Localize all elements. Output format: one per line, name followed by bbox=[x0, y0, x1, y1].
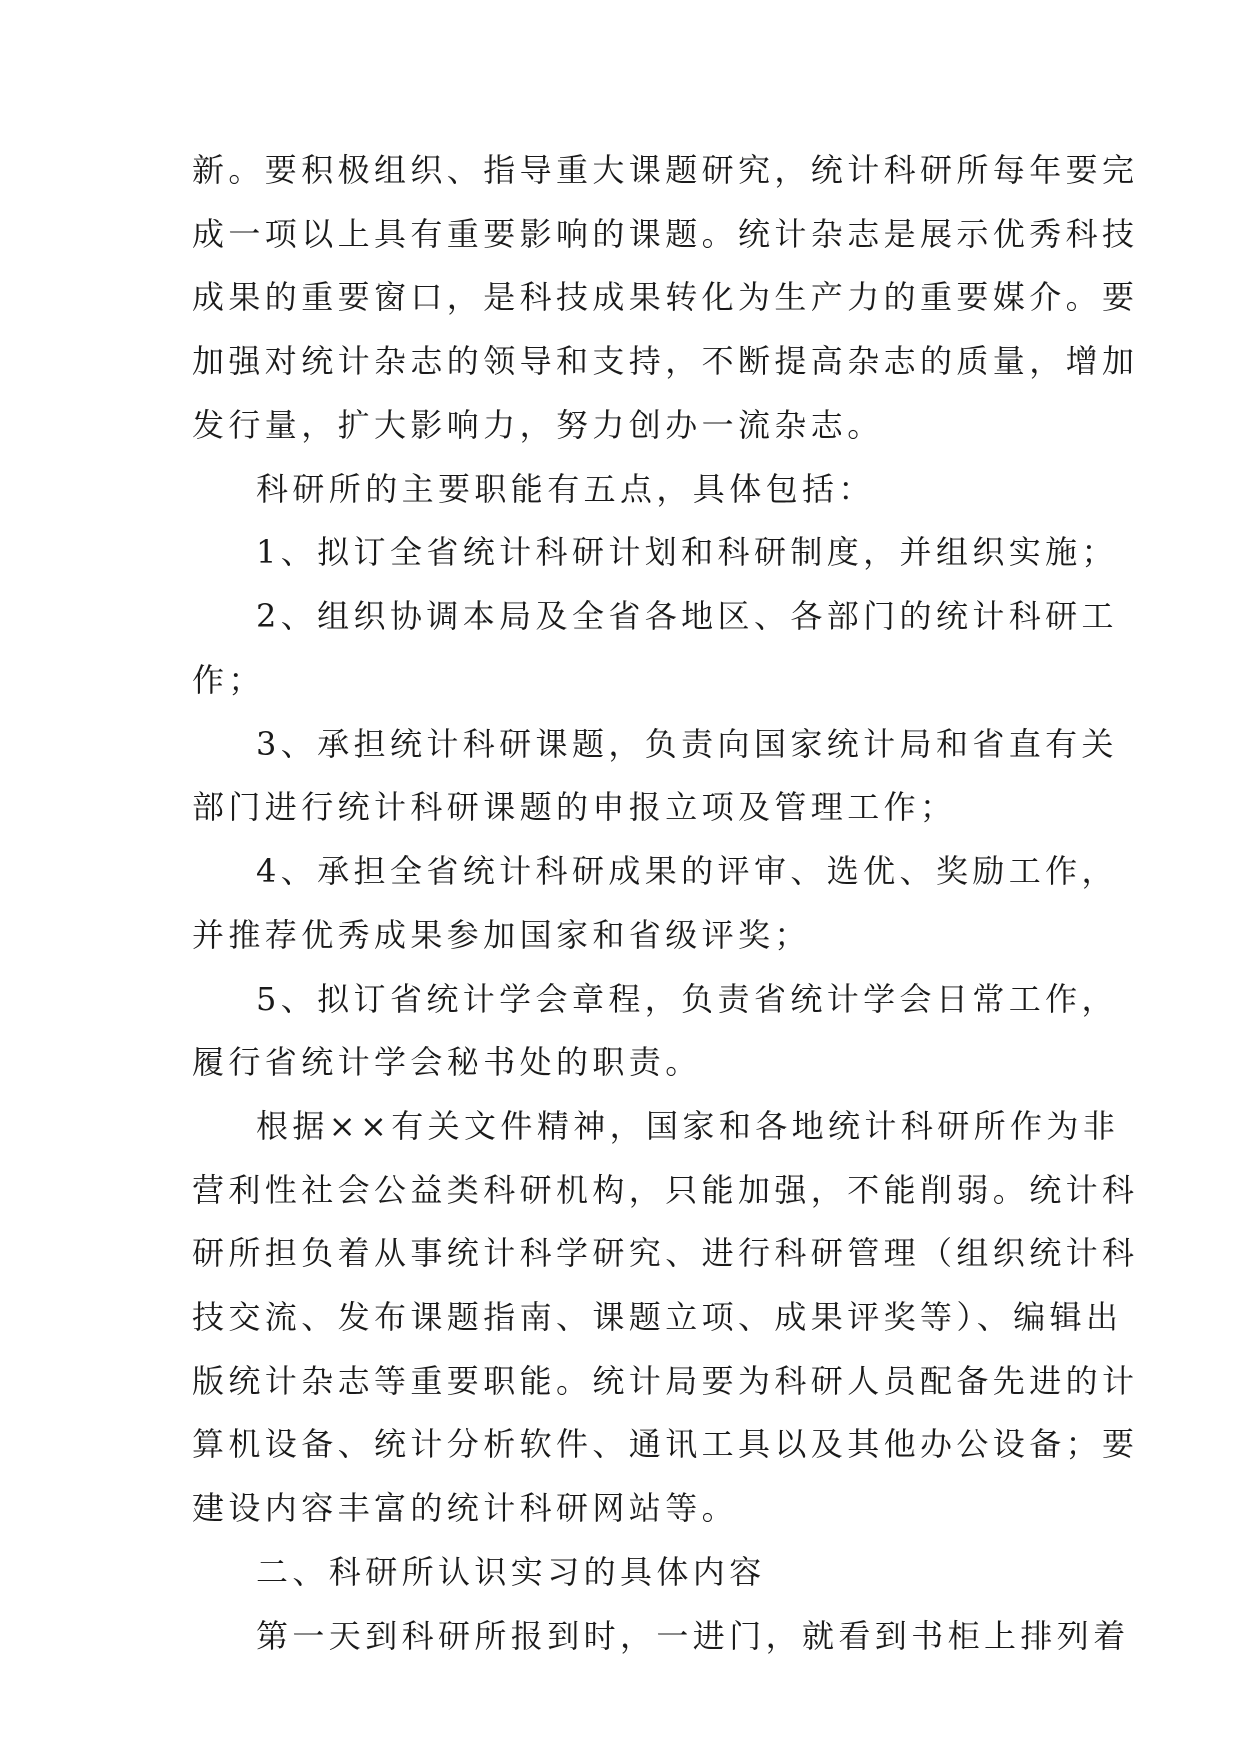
text-line: 成一项以上具有重要影响的课题。统计杂志是展示优秀科技 bbox=[192, 215, 1139, 253]
text-line: 根据××有关文件精神，国家和各地统计科研所作为非 bbox=[256, 1107, 1120, 1145]
list-item: 2、组织协调本局及全省各地区、各部门的统计科研工 bbox=[256, 597, 1118, 635]
text-line: 营利性社会公益类科研机构，只能加强，不能削弱。统计科 bbox=[192, 1171, 1139, 1209]
section-heading: 二、科研所认识实习的具体内容 bbox=[256, 1553, 766, 1591]
text-line: 第一天到科研所报到时，一进门，就看到书柜上排列着 bbox=[256, 1617, 1130, 1655]
list-item: 4、承担全省统计科研成果的评审、选优、奖励工作， bbox=[256, 852, 1118, 890]
text-line: 技交流、发布课题指南、课题立项、成果评奖等）、编辑出 bbox=[192, 1298, 1123, 1336]
text-line: 履行省统计学会秘书处的职责。 bbox=[192, 1043, 702, 1081]
text-line: 发行量，扩大影响力，努力创办一流杂志。 bbox=[192, 406, 884, 444]
text-line: 加强对统计杂志的领导和支持，不断提高杂志的质量，增加 bbox=[192, 342, 1139, 380]
list-item: 5、拟订省统计学会章程，负责省统计学会日常工作， bbox=[256, 980, 1118, 1018]
text-line: 成果的重要窗口，是科技成果转化为生产力的重要媒介。要 bbox=[192, 278, 1139, 316]
text-line: 研所担负着从事统计科学研究、进行科研管理（组织统计科 bbox=[192, 1234, 1139, 1272]
text-line: 建设内容丰富的统计科研网站等。 bbox=[192, 1489, 739, 1527]
text-line: 部门进行统计科研课题的申报立项及管理工作； bbox=[192, 788, 957, 826]
text-line: 算机设备、统计分析软件、通讯工具以及其他办公设备；要 bbox=[192, 1425, 1139, 1463]
list-item: 1、拟订全省统计科研计划和科研制度，并组织实施； bbox=[256, 533, 1118, 571]
list-item: 3、承担统计科研课题，负责向国家统计局和省直有关 bbox=[256, 725, 1118, 763]
text-line: 科研所的主要职能有五点，具体包括： bbox=[256, 470, 875, 508]
text-line: 作； bbox=[192, 661, 265, 699]
text-line: 新。要积极组织、指导重大课题研究，统计科研所每年要完 bbox=[192, 151, 1139, 189]
text-line: 并推荐优秀成果参加国家和省级评奖； bbox=[192, 916, 811, 954]
text-line: 版统计杂志等重要职能。统计局要为科研人员配备先进的计 bbox=[192, 1362, 1139, 1400]
